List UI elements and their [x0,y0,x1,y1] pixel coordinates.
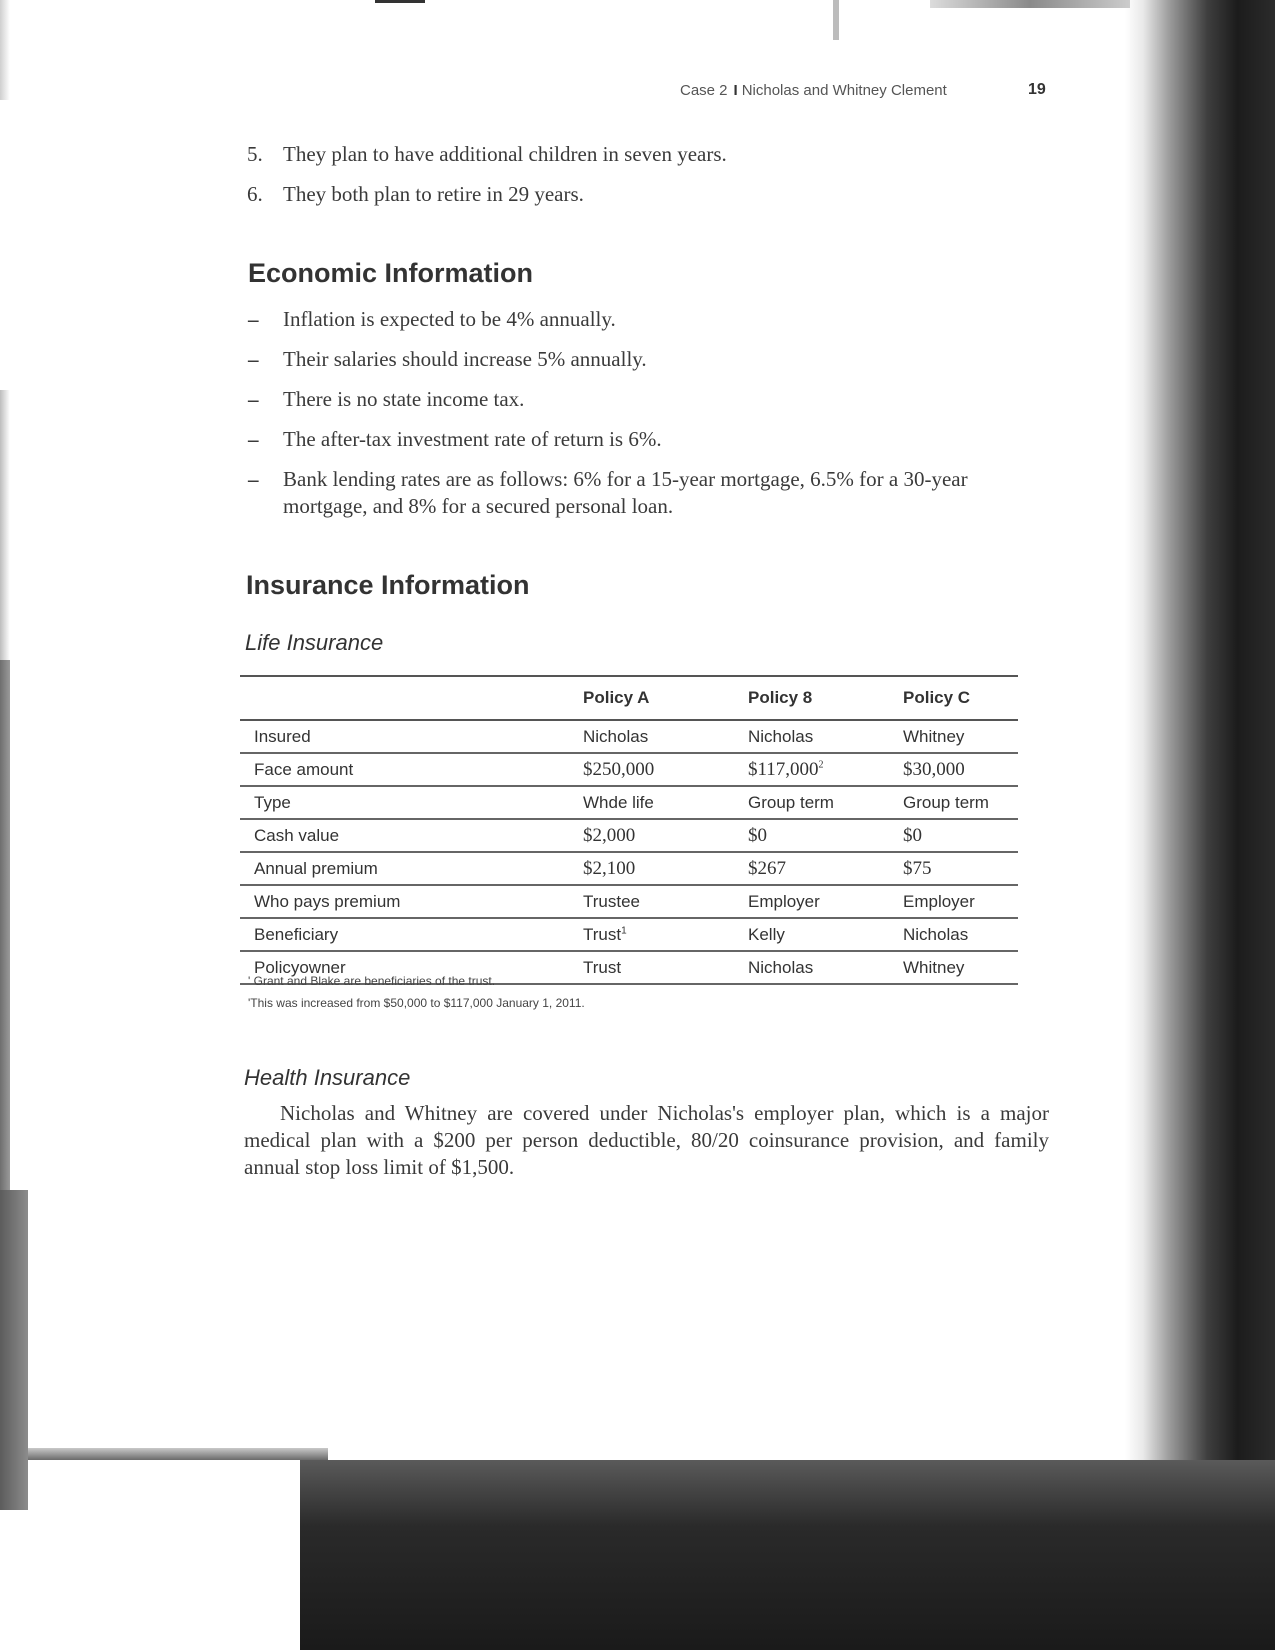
table-row [240,720,1018,753]
table-row [240,753,1018,786]
row-label: Face amount [240,753,582,786]
dash-bullet-icon: – [248,467,259,491]
column-header [240,676,582,720]
cell-policy-a [582,918,747,951]
cell-policy-a: Whde life [582,786,747,819]
dash-bullet-icon: – [248,347,259,371]
list-item-text: They both plan to retire in 29 years. [283,182,584,206]
cell-policy-c: Employer [902,885,1018,918]
row-label: Policyowner [240,951,582,984]
list-item-text: They plan to have additional children in seven years. [283,142,727,166]
running-head-case: Case 2 [680,82,728,99]
health-insurance-paragraph: Nicholas and Whitney are covered under Nicholas's employer plan, which is a major medical plan with a $200 per person deductible, 80/20 coinsurance provision, and family annual stop loss limit of $1,500. [244,1101,1049,1179]
goals-list [247,142,727,222]
economic-heading: Economic Information [248,258,534,288]
table-row [240,918,1018,951]
list-item-text: Their salaries should increase 5% annually. [283,347,647,371]
dash-bullet-icon: – [248,427,259,451]
cell-policy-a: $250,000 [582,753,747,786]
page-edge-left-top [0,0,10,100]
row-label: Annual premium [240,852,582,885]
footnote: ' Grant and Blake are beneficiaries of the trust. [248,974,496,988]
page-number: 19 [1028,81,1046,98]
list-item-text: The after-tax investment rate of return is 6%. [283,427,662,451]
list-item [248,346,1028,373]
column-header-policy-a: Policy A [582,676,747,720]
cell-policy-c: $0 [902,819,1018,852]
cell-policy-b: Group term [747,786,902,819]
list-item-number: 6. [247,182,263,206]
row-label: Type [240,786,582,819]
page-edge-shadow-bottom-left [28,1448,328,1460]
row-label: Beneficiary [240,918,582,951]
cell-policy-c: Group term [902,786,1018,819]
life-insurance-table-wrapper [240,675,1018,985]
cell-policy-c: Whitney [902,720,1018,753]
cell-policy-c: Whitney [902,951,1018,984]
list-item-text: Bank lending rates are as follows: 6% for a 15-year mortgage, 6.5% for a 30-year mortgage, and 8% for a secured personal loan. [283,467,968,518]
page-edge-shadow-right [1125,0,1275,1650]
page-edge-left-low [0,660,10,1190]
scan-mark [930,0,1130,8]
list-item [248,306,1028,333]
list-item [248,386,1028,413]
cell-policy-b: Kelly [747,918,902,951]
dash-bullet-icon: – [248,307,259,331]
cell-policy-c: $75 [902,852,1018,885]
list-item [247,182,727,222]
table-header-row [240,676,1018,720]
life-insurance-subheading: Life Insurance [245,630,384,655]
list-item [247,142,727,182]
column-header-policy-b: Policy 8 [747,676,902,720]
scan-mark [833,0,839,40]
footnote: 'This was increased from $50,000 to $117,000 January 1, 2011. [248,996,585,1010]
cell-policy-b: $0 [747,819,902,852]
cell-policy-b: $267 [747,852,902,885]
list-item-text: Inflation is expected to be 4% annually. [283,307,616,331]
cell-value: Trust [583,924,622,944]
table-row [240,786,1018,819]
footnote-marker: 1 [621,924,627,936]
running-head-names: Nicholas and Whitney Clement [741,82,947,99]
list-item-number: 5. [247,142,263,166]
life-insurance-table [240,675,1018,985]
row-label: Insured [240,720,582,753]
dash-bullet-icon: – [248,387,259,411]
table-row [240,819,1018,852]
row-label: Who pays premium [240,885,582,918]
cell-policy-b: Nicholas [747,951,902,984]
page-edge-left-mid [0,390,10,660]
economic-bullets [248,306,1028,533]
table-row [240,885,1018,918]
cell-value: $117,000 [748,758,819,780]
list-item [248,466,1028,520]
cell-policy-b: Employer [747,885,902,918]
running-head [680,82,947,99]
list-item [248,426,1028,453]
insurance-heading: Insurance Information [246,570,530,600]
cell-policy-b: Nicholas [747,720,902,753]
cell-policy-a: Nicholas [582,720,747,753]
health-insurance-subheading: Health Insurance [244,1065,411,1090]
cell-policy-c: Nicholas [902,918,1018,951]
cell-policy-b [747,753,902,786]
table-footnotes [248,970,585,1014]
cell-policy-a: Trustee [582,885,747,918]
running-head-separator: I [733,82,738,99]
table-row [240,852,1018,885]
cell-policy-a: Trust [582,951,747,984]
column-header-policy-c: Policy C [902,676,1018,720]
row-label: Cash value [240,819,582,852]
cell-policy-a: $2,000 [582,819,747,852]
page-edge-left-bottom [0,1190,28,1510]
cell-policy-c: $30,000 [902,753,1018,786]
page-edge-shadow-bottom [300,1460,1275,1650]
list-item-text: There is no state income tax. [283,387,525,411]
cell-policy-a: $2,100 [582,852,747,885]
scan-mark [375,0,425,3]
footnote-marker: 2 [818,759,824,771]
